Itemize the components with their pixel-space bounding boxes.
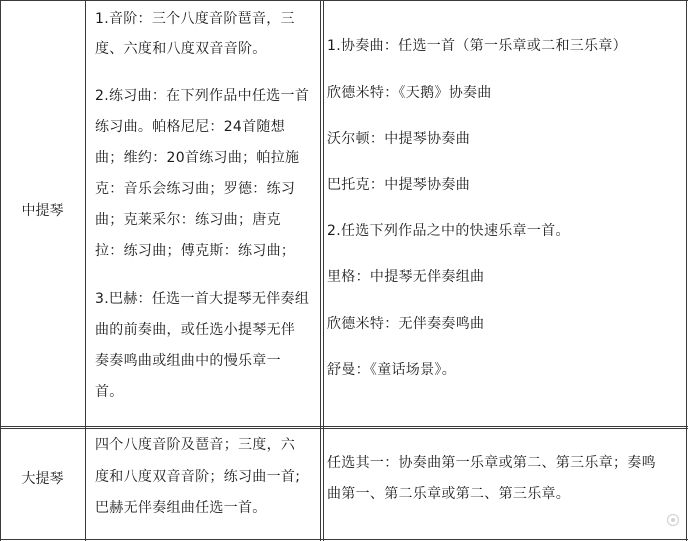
- viola-repertoire-line: 里格：中提琴无伴奏组曲: [327, 269, 485, 285]
- cello-repertoire-line: 任选其一：协奏曲第一乐章或第二、第三乐章；奏鸣: [327, 455, 656, 471]
- table-row-divider: [0, 426, 688, 427]
- viola-technique-line: 1.音阶：三个八度音阶琶音，三: [95, 11, 295, 27]
- viola-technique-line: 奏奏鸣曲或组曲中的慢乐章一: [95, 353, 281, 369]
- viola-repertoire-line: 2.任选下列作品之中的快速乐章一首。: [327, 223, 570, 239]
- table-column-divider-2b: [323, 0, 324, 541]
- viola-technique-line: 曲；克莱采尔：练习曲；唐克: [95, 212, 281, 228]
- table-row-divider-b: [0, 428, 688, 429]
- cello-technique-line: 度和八度双音音阶；练习曲一首;: [95, 469, 301, 485]
- table-border-bottom: [0, 539, 688, 540]
- cello-repertoire-line: 曲第一、第二乐章或第二、第三乐章。: [327, 486, 571, 502]
- table-column-divider-1: [85, 0, 86, 541]
- viola-repertoire-line: 欣德米特：无伴奏奏鸣曲: [327, 316, 485, 332]
- viola-repertoire-line: 舒曼：《童话场景》。: [327, 362, 456, 378]
- viola-repertoire-line: 1.协奏曲：任选一首（第一乐章或二和三乐章）: [327, 38, 627, 54]
- viola-technique-line: 拉：练习曲；傅克斯：练习曲；: [95, 243, 296, 259]
- instrument-label-cello: 大提琴: [21, 471, 64, 487]
- table-border-right: [686, 0, 687, 541]
- viola-technique-line: 首。: [95, 384, 124, 400]
- viola-technique-line: 克：音乐会练习曲；罗德：练习: [95, 181, 296, 197]
- instrument-label-viola: 中提琴: [21, 203, 64, 219]
- viola-repertoire-line: 巴托克：中提琴协奏曲: [327, 177, 470, 193]
- viola-technique-line: 3.巴赫：任选一首大提琴无伴奏组: [95, 291, 310, 307]
- table-border-top: [0, 0, 688, 1]
- viola-technique-line: 曲；维约：20首练习曲；帕拉施: [95, 150, 300, 166]
- viola-repertoire-line: 沃尔顿：中提琴协奏曲: [327, 131, 470, 147]
- viola-technique-line: 2.练习曲：在下列作品中任选一首: [95, 88, 310, 104]
- watermark-logo-icon: [666, 513, 680, 527]
- viola-repertoire-line: 欣德米特：《天鹅》协奏曲: [327, 85, 492, 101]
- cello-technique-line: 巴赫无伴奏组曲任选一首。: [95, 500, 267, 516]
- viola-technique-line: 曲的前奏曲，或任选小提琴无伴: [95, 322, 296, 338]
- table-border-left: [0, 0, 1, 541]
- viola-technique-line: 度、六度和八度双音音阶。: [95, 41, 267, 57]
- viola-technique-line: 练习曲。帕格尼尼：24首随想: [95, 119, 286, 135]
- table-column-divider-2: [320, 0, 321, 541]
- cello-technique-line: 四个八度音阶及琶音；三度，六: [95, 437, 296, 453]
